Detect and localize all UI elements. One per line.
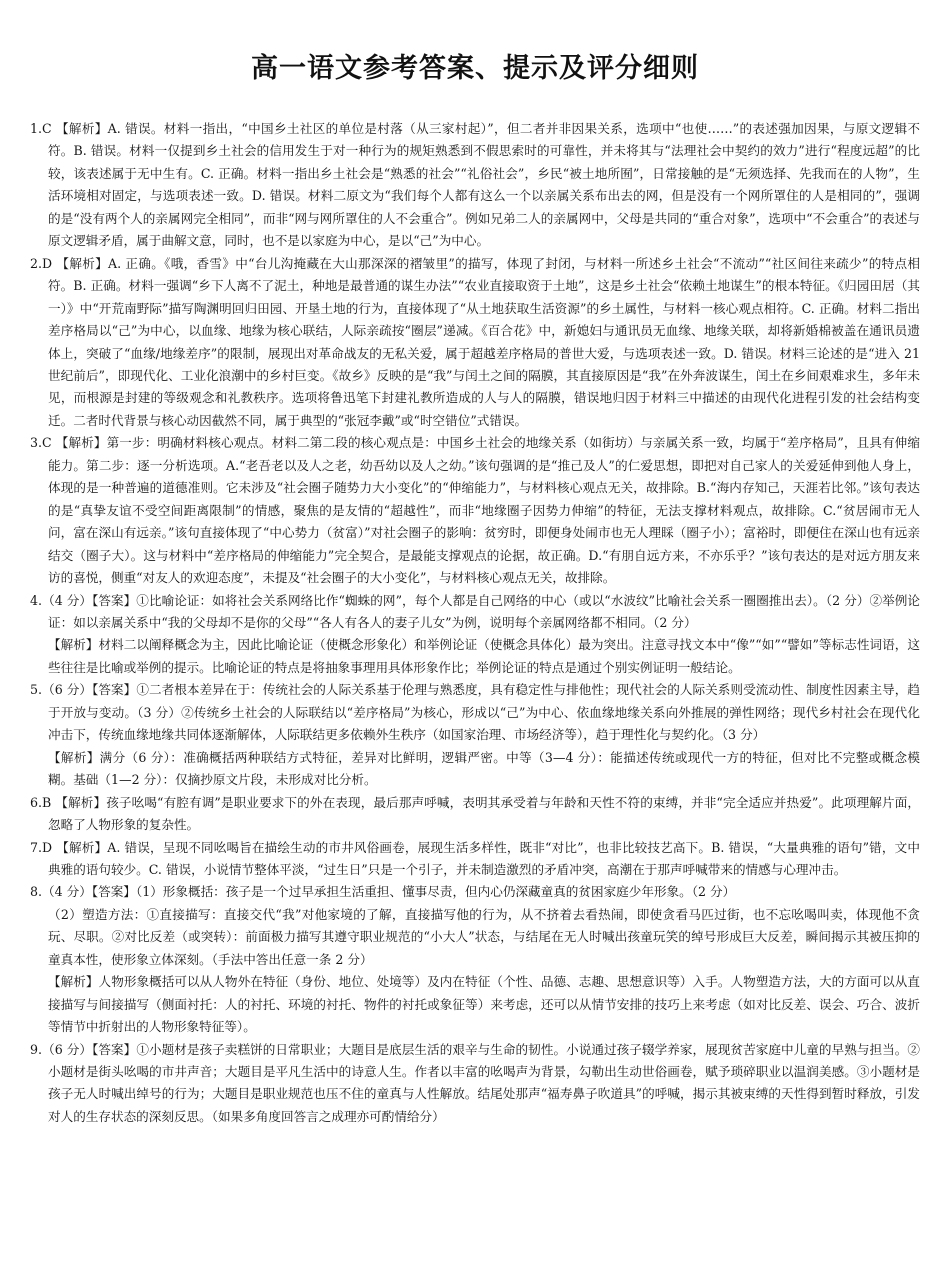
item-text: B 【解析】孩子吆喝“有腔有调”是职业要求下的外在表现，最后那声呼喊，表明其承受着与年龄和天性不符的束缚，并非“完全适应并热爱”。此项理解片面，忽略了人物形象的复杂性。 [42,794,920,833]
page-title: 高一语文参考答案、提示及评分细则 [251,53,699,84]
answer-item [30,792,920,837]
answer-item [30,118,920,253]
answer-item [30,881,920,903]
item-text: 【解析】人物形象概括可以从人物外在特征（身份、地位、处境等）及内在特征（个性、品德、志趣、思想意识等）入手。人物塑造方法，大的方面可以从直接描写与间接描写（侧面衬托：人的衬托、环境的衬托、物件的衬托或象征等）来考虑，还可以从情节安排的技巧上来考虑（如对比反差、误会、巧合、波折等情节中折射出的人物形象特征等）。 [48,974,920,1035]
item-number: 9. [30,1041,43,1057]
answer-note [30,747,920,792]
answer-item [30,837,920,882]
item-text: （6 分）【答案】①二者根本差异在于：传统社会的人际关系基于伦理与熟悉度，具有稳定性与排他性；现代社会的人际关系则受流动性、制度性因素主导，趋于开放与变动。（3 分）②传统乡土社会的人际联结以“差序格局”为核心，形成以“己”为中心、依血缘地缘关系向外推展的弹性网络；现代乡村社会在现代化冲击下，传统血缘地缘共同体逐渐解体，人际联结更多依赖外生秩序（如国家治理、市场经济等），趋于理性化与契约化。（3 分） [42,682,920,743]
answer-note [30,904,920,971]
item-text: C 【解析】A. 错误。材料一指出，“中国乡土社区的单位是村落（从三家村起）”，但二者并非因果关系，选项中“也使……”的表述强加因果，与原文逻辑不符。B. 错误。材料一仅提到乡土社会的信用发生于对一种行为的规矩熟悉到不假思索时的可靠性，并未将其与“法理社会中契约的效力”进行“程度远超”的比较，该表述属于无中生有。C. 正确。材料一指出乡土社会是“熟悉的社会”“礼俗社会”，乡民“被土地所囿”，日常接触的是“无须选择、先我而在的人物”，生活环境相对固定，与选项表述一致。D. 错误。材料二原文为“我们每个人都有这么一个以亲属关系布出去的网，但是没有一个网所罩住的人是相同的”，强调的是“没有两个人的亲属网完全相同”，而非“网与网所罩住的人不会重合”。例如兄弟二人的亲属网中，父母是共同的“重合对象”，选项中“不会重合”的表述与原文逻辑矛盾，属于曲解文意，同时，也不是以家庭为中心，是以“己”为中心。 [42,121,920,249]
item-text: （4 分）【答案】（1）形象概括：孩子是一个过早承担生活重担、懂事尽责，但内心仍深藏童真的贫困家庭少年形象。（2 分） [42,884,736,900]
item-text: 【解析】满分（6 分）：准确概括两种联结方式特征，差异对比鲜明，逻辑严密。中等（3—4 分）：能描述传统或现代一方的特征，但对比不完整或概念模糊。基础（1—2 分）：仅摘抄原文片段，未形成对比分析。 [48,749,920,788]
item-number: 5. [30,682,43,698]
answer-item [30,253,920,433]
item-text: （4 分）【答案】①比喻论证：如将社会关系网络比作“蜘蛛的网”，每个人都是自己网络的中心（或以“水波纹”比喻社会关系一圈圈推出去）。（2 分）②举例论证：如以亲属关系中“我的父母却不是你的父母”“各人有各人的妻子儿女”为例，说明每个亲属网络都不相同。（2 分） [42,592,920,630]
item-number: 2. [30,255,43,271]
item-text: C 【解析】第一步：明确材料核心观点。材料二第二段的核心观点是：中国乡土社会的地缘关系（如街坊）与亲属关系一致，均属于“差序格局”，且具有伸缩能力。第二步：逐一分析选项。A.“老吾老以及人之老，幼吾幼以及人之幼。”该句强调的是“推己及人”的仁爱思想，即把对自己家人的关爱延伸到他人身上，体现的是一种普遍的道德准则。它未涉及“社会圈子随势力大小变化”的“伸缩能力”，与材料核心观点无关，故排除。B.“海内存知己，天涯若比邻。”该句表达的是“真挚友谊不受空间距离限制”的情感，聚焦的是友情的“超越性”，而非“地缘圈子因势力伸缩”的特征，无法支撑材料观点，故排除。C.“贫居闹市无人问，富在深山有远亲。”该句直接体现了“中心势力（贫富）”对社会圈子的影响：贫穷时，即便身处闹市也无人理睬（圈子小）；富裕时，即便住在深山也有远亲结交（圈子大）。这与材料中“差序格局的伸缩能力”完全契合，是最能支撑观点的论据，故正确。D.“有朋自远方来，不亦乐乎？”该句表达的是对远方朋友来访的喜悦，侧重“对友人的欢迎态度”，未提及“社会圈子的大小变化”，与材料核心观点无关，故排除。 [42,435,920,586]
item-text: （6 分）【答案】①小题材是孩子卖糕饼的日常职业；大题目是底层生活的艰辛与生命的韧性。小说通过孩子辍学养家，展现贫苦家庭中儿童的早熟与担当。②小题材是街头吆喝的市井声音；大题目是平凡生活中的诗意人生。作者以丰富的吆喝声为背景，勾勒出生动世俗画卷，赋予琐碎职业以温润美感。③小题材是孩子无人时喊出绰号的行为；大题目是职业规范也压不住的童真与人性解放。结尾处那声“福寿鼻子吹道具”的呼喊，揭示其被束缚的天性得到暂时释放，引发对人的生存状态的深刻反思。（如果多角度回答言之成理亦可酌情给分） [42,1041,920,1124]
item-text: D 【解析】A. 错误，呈现不同吆喝旨在描绘生动的市井风俗画卷，展现生活多样性，既非“对比”，也非比较技艺高下。B. 错误，“大量典雅的语句”错，文中典雅的语句较少。C. 错误，小说情节整体平淡，“过生日”只是一个引子，并未制造激烈的矛盾冲突，高潮在于那声呼喊带来的情感与心理冲击。 [42,839,920,877]
answer-item [30,590,920,635]
answer-item [30,1039,920,1129]
answer-list [30,118,920,1214]
item-text: D 【解析】A. 正确。《哦，香雪》中“台儿沟掩藏在大山那深深的褶皱里”的描写，体现了封闭，与材料一所述乡土社会“不流动”“社区间往来疏少”的特点相符。B. 正确。材料一强调“乡下人离不了泥土，种地是最普通的谋生办法”“农业直接取资于土地”，这是乡土社会“依赖土地谋生”的根本特征。《归园田居（其一）》中“开荒南野际”描写陶渊明回归田园、开垦土地的行为，直接体现了“从土地获取生活资源”的乡土属性，与材料一核心观点相符。C. 正确。材料二指出差序格局以“己”为中心，以血缘、地缘为核心联结，人际亲疏按“圈层”递减。《百合花》中，新媳妇与通讯员无血缘、地缘关联，却将新婚棉被盖在通讯员遗体上，突破了“血缘/地缘差序”的限制，展现出对革命战友的无私关爱，属于超越差序格局的普世大爱，与选项表述一致。D. 错误。材料三论述的是“进入 21 世纪前后”，即现代化、工业化浪潮中的乡村巨变。《故乡》反映的是“我”与闰土之间的隔膜，其直接原因是“我”在外奔波谋生，闰土在乡间艰难求生，多年未见，而根源是封建的等级观念和礼教秩序。选项将鲁迅笔下封建礼教所造成的人与人的隔膜，错误地归因于材料三中描述的由现代化进程引发的社会结构变迁。二者时代背景与核心动因截然不同，属于典型的“张冠李戴”或“时空错位”式错误。 [42,255,920,428]
item-number: 7. [30,839,43,855]
item-number: 3. [30,435,43,451]
item-text: （2）塑造方法：①直接描写：直接交代“我”对他家境的了解，直接描写他的行为，从不挤着去看热闹，即使贪看马匹过街，也不忘吆喝叫卖，体现他不贪玩、尽职。②对比反差（或突转）：前面极力描写其遵守职业规范的“小大人”状态，与结尾在无人时喊出孩童玩笑的绰号形成巨大反差，瞬间揭示其被压抑的童真本性，使形象立体深刻。（手法中答出任意一条 2 分） [48,906,920,967]
item-number: 6. [30,794,43,810]
item-number: 1. [30,121,43,136]
answer-note [30,971,920,1038]
answer-note [30,634,920,679]
item-text: 【解析】材料二以阐释概念为主，因此比喻论证（使概念形象化）和举例论证（使概念具体化）最为突出。注意寻找文本中“像”“如”“譬如”等标志性词语，这些往往是比喻或举例的提示。比喻论证的特点是将抽象事理用具体形象作比；举例论证的特点是通过个别实例证明一般结论。 [48,637,920,675]
item-number: 4. [30,592,43,608]
answer-item [30,679,920,746]
answer-item [30,432,920,589]
item-number: 8. [30,884,43,900]
